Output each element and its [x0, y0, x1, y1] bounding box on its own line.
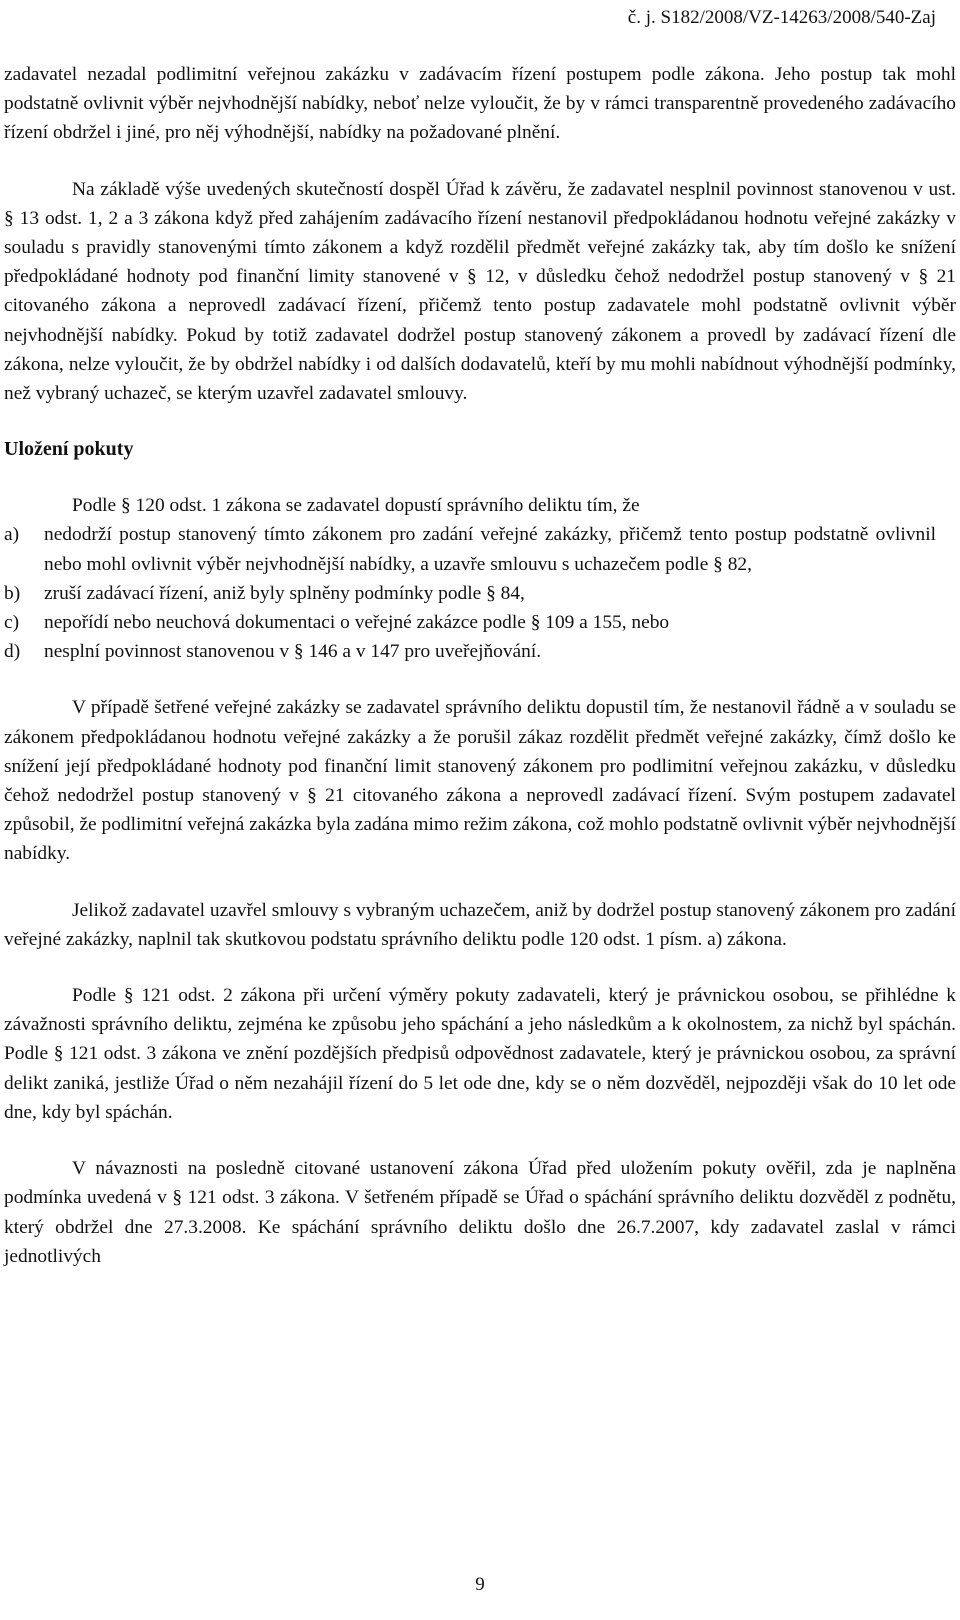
document-body: [4, 60, 956, 1271]
list-item: [4, 608, 956, 637]
paragraph-conclusion: Na základě výše uvedených skutečností dospěl Úřad k závěru, že zadavatel nesplnil povinnost stanovenou v ust. § 13 odst. 1, 2 a 3 zákona když před zahájením zadávacího řízení nestanovil předpokládanou hodnotu veřejné zakázky v souladu s pravidly stanovenými tímto zákonem a když rozdělil předmět veřejné zakázky tak, aby tím došlo ke snížení předpokládané hodnoty pod finanční limity stanovené v § 12, v důsledku čehož nedodržel postup stanovený v § 21 citovaného zákona a neprovedl zadávací řízení, přičemž tento postup zadavatele mohl podstatně ovlivnit výběr nejvhodnější nabídky. Pokud by totiž zadavatel dodržel postup stanovený zákonem a provedl by zadávací řízení dle zákona, nelze vyloučit, že by obdržel nabídky i od dalších dodavatelů, kteří by mu mohli nabídnout výhodnější podmínky, než vybraný uchazeč, se kterým uzavřel zadavatel smlouvy.: [4, 178, 956, 405]
paragraph-continuation: zadavatel nezadal podlimitní veřejnou zakázku v zadávacím řízení postupem podle zákona. Jeho postup tak mohl podstatně ovlivnit výběr nejvhodnější nabídky, neboť nelze vyloučit, že by v rámci transparentně provedeného zadávacího řízení obdržel i jiné, pro něj výhodnější, nabídky na požadované plnění.: [4, 64, 956, 144]
list-item: [4, 520, 956, 578]
section-heading: Uložení pokuty: [4, 438, 134, 461]
list-item-letter: c): [4, 612, 20, 634]
list-item: [4, 579, 956, 608]
list-intro: Podle § 120 odst. 1 zákona se zadavatel dopustí správního deliktu tím, že: [72, 495, 640, 517]
list-item-text: nedodrží postup stanovený tímto zákonem pro zadání veřejné zakázky, přičemž tento postup podstatně ovlivnil nebo mohl ovlivnit výběr nejvhodnější nabídky, a uzavře smlouvu s uchazečem podle § 82,: [44, 524, 936, 575]
paragraph-limitation-check: V návaznosti na posledně citované ustanovení zákona Úřad před uložením pokuty ověřil, zda je naplněna podmínka uvedená v § 121 odst. 3 zákona. V šetřeném případě se Úřad o spáchání správního deliktu dozvěděl z podnětu, který obdržel dne 27.3.2008. Ke spáchání správního deliktu došlo dne 26.7.2007, kdy zadavatel zaslal v rámci jednotlivých: [4, 1158, 956, 1267]
paragraph-fine-criteria: Podle § 121 odst. 2 zákona při určení výměry pokuty zadavateli, který je právnickou osobou, se přihlédne k závažnosti správního deliktu, zejména ke způsobu jeho spáchání a jeho následkům a k okolnostem, za nichž byl spáchán. Podle § 121 odst. 3 zákona ve znění pozdějších předpisů odpovědnost zadavatele, který je právnickou osobou, za správní delikt zaniká, jestliže Úřad o něm nezahájil řízení do 5 let ode dne, kdy se o něm dozvěděl, nejpozději však do 10 let ode dne, kdy byl spáchán.: [4, 985, 956, 1123]
list-item-letter: b): [4, 582, 21, 604]
offence-list: [4, 520, 956, 666]
paragraph-offence-description: V případě šetřené veřejné zakázky se zadavatel správního deliktu dopustil tím, že nestanovil řádně a v souladu se zákonem předpokládanou hodnotu veřejné zakázky a že porušil zákaz rozdělit předmět veřejné zakázky, čímž došlo ke snížení její předpokládané hodnoty pod finanční limit stanovený zákonem pro podlimitní veřejnou zakázku, v důsledku čehož nedodržel postup stanovený v § 21 citovaného zákona a neprovedl zadávací řízení. Svým postupem zadavatel způsobil, že podlimitní veřejná zakázka byla zadána mimo režim zákona, což mohlo podstatně ovlivnit výběr nejvhodnější nabídky.: [4, 697, 956, 865]
page-number: 9: [475, 1574, 485, 1595]
list-item-text: nepořídí nebo neuchová dokumentaci o veřejné zakázce podle § 109 a 155, nebo: [44, 612, 670, 634]
list-item: [4, 637, 956, 666]
list-item-text: zruší zadávací řízení, aniž byly splněny podmínky podle § 84,: [44, 582, 525, 604]
case-number-header: č. j. S182/2008/VZ-14263/2008/540-Zaj: [627, 7, 936, 28]
list-item-letter: d): [4, 641, 21, 663]
paragraph-offence-fulfilled: Jelikož zadavatel uzavřel smlouvy s vybraným uchazečem, aniž by dodržel postup stanovený zákonem pro zadání veřejné zakázky, naplnil tak skutkovou podstatu správního deliktu podle 120 odst. 1 písm. a) zákona.: [4, 899, 956, 950]
list-item-text: nesplní povinnost stanovenou v § 146 a v 147 pro uveřejňování.: [44, 641, 542, 663]
list-item-letter: a): [4, 524, 20, 546]
